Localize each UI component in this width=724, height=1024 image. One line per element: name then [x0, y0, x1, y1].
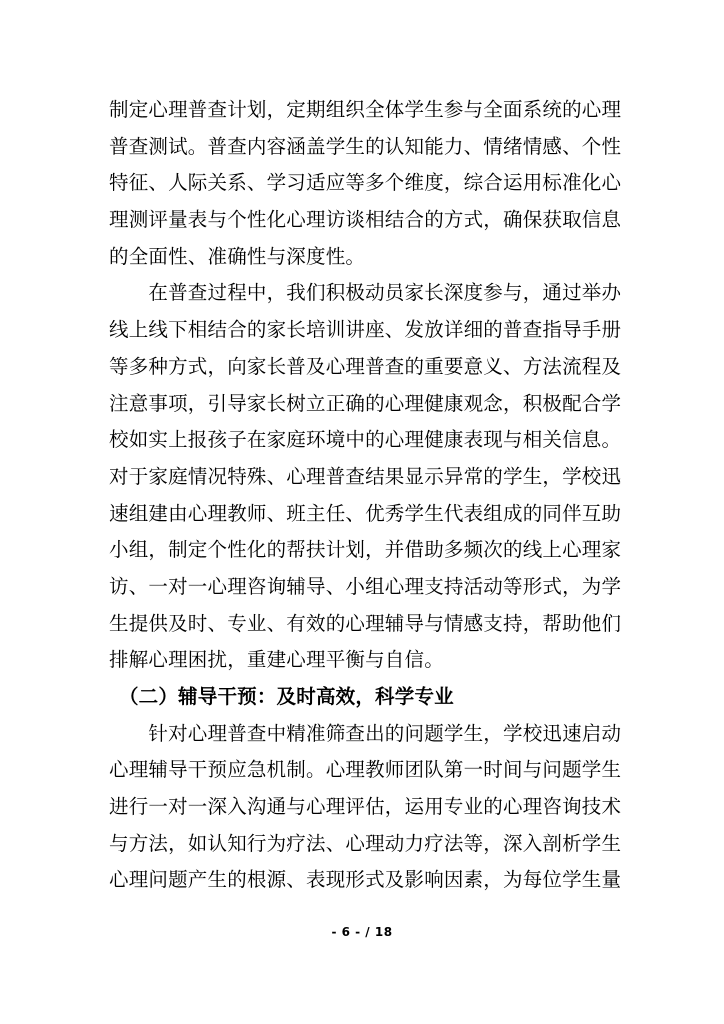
text-line: 针对心理普查中精准筛查出的问题学生，学校迅速启动 [109, 721, 622, 745]
text-line: 心理辅导干预应急机制。心理教师团队第一时间与问题学生 [109, 758, 622, 782]
document-body [109, 92, 622, 899]
text-line: 速组建由心理教师、班主任、优秀学生代表组成的同伴互助 [109, 501, 622, 525]
text-line: 等多种方式，向家长普及心理普查的重要意义、方法流程及 [109, 354, 622, 378]
text-line: 校如实上报孩子在家庭环境中的心理健康表现与相关信息。 [109, 428, 622, 452]
text-line: 生提供及时、专业、有效的心理辅导与情感支持，帮助他们 [109, 611, 622, 635]
text-line: 在普查过程中，我们积极动员家长深度参与，通过举办 [109, 281, 622, 305]
text-line: 线上线下相结合的家长培训讲座、发放详细的普查指导手册 [109, 318, 622, 342]
text-line: 排解心理困扰，重建心理平衡与自信。 [109, 648, 444, 672]
text-line: 特征、人际关系、学习适应等多个维度，综合运用标准化心 [109, 171, 622, 195]
section-heading: （二）辅导干预：及时高效，科学专业 [109, 685, 454, 708]
text-line: 注意事项，引导家长树立正确的心理健康观念，积极配合学 [109, 391, 622, 415]
text-line: 心理问题产生的根源、表现形式及影响因素，为每位学生量 [109, 868, 622, 892]
text-line: 进行一对一深入沟通与心理评估，运用专业的心理咨询技术 [109, 795, 622, 819]
text-line: 的全面性、准确性与深度性。 [109, 244, 366, 268]
text-line: 普查测试。普查内容涵盖学生的认知能力、情绪情感、个性 [109, 134, 622, 158]
text-line: 理测评量表与个性化心理访谈相结合的方式，确保获取信息 [109, 208, 622, 232]
text-line: 对于家庭情况特殊、心理普查结果显示异常的学生，学校迅 [109, 464, 622, 488]
text-line: 访、一对一心理咨询辅导、小组心理支持活动等形式，为学 [109, 574, 622, 598]
text-line: 制定心理普查计划，定期组织全体学生参与全面系统的心理 [109, 98, 622, 121]
page-number: - 6 - / 18 [331, 925, 393, 939]
text-line: 小组，制定个性化的帮扶计划，并借助多频次的线上心理家 [109, 538, 622, 562]
text-line: 与方法，如认知行为疗法、心理动力疗法等，深入剖析学生 [109, 831, 622, 855]
